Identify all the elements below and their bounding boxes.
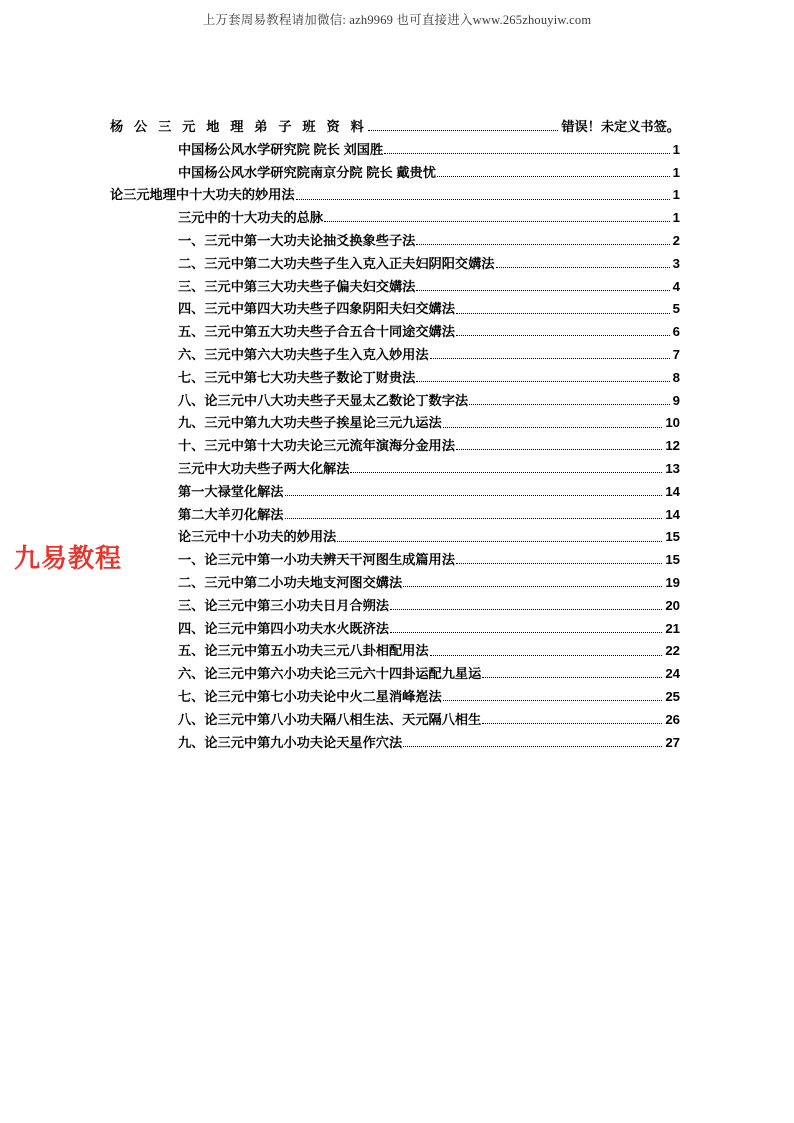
toc-entry[interactable]	[110, 188, 680, 201]
toc-leader-dots	[384, 146, 670, 154]
toc-entry-title: 九、论三元中第九小功夫论天星作穴法	[178, 734, 403, 750]
toc-entry-page-number: 19	[665, 574, 680, 590]
toc-entry-page-number: 15	[665, 552, 680, 568]
toc-leader-dots	[390, 625, 662, 633]
toc-entry[interactable]	[110, 622, 680, 635]
toc-leader-dots	[285, 488, 663, 496]
table-of-contents	[110, 120, 680, 758]
toc-leader-dots	[350, 465, 662, 473]
toc-leader-dots	[437, 169, 670, 177]
toc-entry-title: 七、论三元中第七小功夫论中火二星消峰峞法	[178, 688, 442, 704]
toc-entry-page-number: 5	[672, 301, 680, 317]
toc-entry[interactable]	[110, 576, 680, 589]
toc-entry-page-number: 1	[672, 210, 680, 226]
toc-entry-title: 第一大禄堂化解法	[178, 483, 284, 499]
toc-leader-dots	[443, 693, 663, 701]
toc-entry-title: 七、三元中第七大功夫些子数论丁财贵法	[178, 369, 416, 385]
toc-entry-title: 三、论三元中第三小功夫日月合朔法	[178, 597, 389, 613]
toc-entry[interactable]	[110, 257, 680, 270]
toc-entry[interactable]	[110, 348, 680, 361]
toc-leader-dots	[482, 670, 662, 678]
toc-entry-title: 一、三元中第一大功夫论抽爻换象些子法	[178, 232, 416, 248]
toc-entry-title: 论三元中十小功夫的妙用法	[178, 529, 337, 545]
toc-leader-dots	[482, 716, 662, 724]
toc-entry[interactable]	[110, 166, 680, 179]
toc-entry-page-number: 10	[665, 415, 680, 431]
toc-entry[interactable]	[110, 439, 680, 452]
toc-entry-title: 八、论三元中八大功夫些子天显太乙数论丁数字法	[178, 392, 469, 408]
toc-entry[interactable]	[110, 553, 680, 566]
header-banner: 上万套周易教程请加微信: azh9969 也可直接进入www.265zhouyiw.com	[202, 13, 592, 27]
toc-entry-page-number: 错误！未定义书签。	[561, 119, 680, 134]
toc-entry-title: 三元中的十大功夫的总脉	[178, 210, 324, 226]
toc-leader-dots	[456, 442, 662, 450]
toc-entry-page-number: 2	[672, 232, 680, 248]
toc-entry-page-number: 21	[665, 620, 680, 636]
toc-entry-title: 十、三元中第十大功夫论三元流年演海分金用法	[178, 438, 455, 454]
toc-entry[interactable]	[110, 690, 680, 703]
toc-entry-page-number: 26	[665, 711, 680, 727]
toc-entry-page-number: 1	[672, 187, 680, 203]
toc-entry[interactable]	[110, 394, 680, 407]
toc-leader-dots	[337, 534, 662, 542]
toc-entry-page-number: 12	[665, 438, 680, 454]
toc-leader-dots	[456, 328, 670, 336]
toc-entry[interactable]	[110, 143, 680, 156]
toc-entry-page-number: 22	[665, 643, 680, 659]
toc-entry-title: 杨 公 三 元 地 理 弟 子 班 资 料	[110, 119, 368, 134]
toc-entry[interactable]	[110, 736, 680, 749]
toc-entry-page-number: 6	[672, 324, 680, 340]
toc-entry[interactable]	[110, 530, 680, 543]
toc-entry-page-number: 3	[672, 255, 680, 271]
toc-entry[interactable]	[110, 302, 680, 315]
toc-entry-page-number: 27	[665, 734, 680, 750]
toc-entry-title: 二、三元中第二小功夫地支河图交媾法	[178, 574, 403, 590]
toc-leader-dots	[390, 602, 662, 610]
toc-entry-page-number: 7	[672, 346, 680, 362]
toc-entry-title: 第二大羊刃化解法	[178, 506, 284, 522]
toc-leader-dots	[443, 420, 663, 428]
toc-entry[interactable]	[110, 371, 680, 384]
toc-entry-title: 八、论三元中第八小功夫隔八相生法、天元隔八相生	[178, 711, 482, 727]
toc-entry-title: 五、论三元中第五小功夫三元八卦相配用法	[178, 643, 429, 659]
toc-entry[interactable]	[110, 211, 680, 224]
toc-entry-page-number: 14	[665, 483, 680, 499]
toc-entry-title: 四、三元中第四大功夫些子四象阴阳夫妇交媾法	[178, 301, 455, 317]
toc-entry-page-number: 9	[672, 392, 680, 408]
toc-entry-title: 论三元地理中十大功夫的妙用法	[110, 187, 295, 203]
toc-leader-dots	[416, 237, 669, 245]
toc-entry-page-number: 24	[665, 666, 680, 682]
toc-leader-dots	[430, 648, 663, 656]
toc-entry-page-number: 13	[665, 460, 680, 476]
toc-entry-title: 三、三元中第三大功夫些子偏夫妇交媾法	[178, 278, 416, 294]
toc-entry-title: 九、三元中第九大功夫些子挨星论三元九运法	[178, 415, 442, 431]
toc-entry-page-number: 20	[665, 597, 680, 613]
toc-entry-page-number: 8	[672, 369, 680, 385]
toc-leader-dots	[456, 556, 662, 564]
toc-entry-title: 三元中大功夫些子两大化解法	[178, 460, 350, 476]
toc-entry-title: 六、论三元中第六小功夫论三元六十四卦运配九星运	[178, 666, 482, 682]
toc-leader-dots	[456, 306, 670, 314]
toc-entry[interactable]	[110, 508, 680, 521]
toc-entry-title: 一、论三元中第一小功夫辨天干河图生成篇用法	[178, 552, 455, 568]
toc-leader-dots	[430, 351, 670, 359]
toc-entry-title: 四、论三元中第四小功夫水火既济法	[178, 620, 389, 636]
toc-leader-dots	[324, 214, 670, 222]
toc-entry[interactable]	[110, 462, 680, 475]
toc-entry[interactable]	[110, 599, 680, 612]
toc-leader-dots	[403, 739, 662, 747]
toc-entry-page-number: 25	[665, 688, 680, 704]
toc-leader-dots	[296, 192, 670, 200]
toc-entry[interactable]	[110, 280, 680, 293]
toc-entry[interactable]	[110, 120, 680, 133]
toc-entry-page-number: 1	[672, 164, 680, 180]
toc-leader-dots	[368, 123, 558, 131]
toc-entry[interactable]	[110, 644, 680, 657]
toc-entry-title: 中国杨公风水学研究院南京分院 院长 戴贵忧	[178, 164, 436, 180]
toc-entry-page-number: 4	[672, 278, 680, 294]
toc-entry[interactable]	[110, 485, 680, 498]
toc-entry-page-number: 1	[672, 141, 680, 157]
toc-entry[interactable]	[110, 234, 680, 247]
toc-entry-title: 五、三元中第五大功夫些子合五合十同途交媾法	[178, 324, 455, 340]
toc-entry[interactable]	[110, 713, 680, 726]
toc-entry[interactable]	[110, 416, 680, 429]
toc-leader-dots	[416, 283, 669, 291]
toc-entry-title: 中国杨公风水学研究院 院长 刘国胜	[178, 141, 384, 157]
toc-entry-title: 六、三元中第六大功夫些子生入克入妙用法	[178, 346, 429, 362]
toc-entry[interactable]	[110, 667, 680, 680]
toc-entry-title: 二、三元中第二大功夫些子生入克入正夫妇阴阳交媾法	[178, 255, 495, 271]
toc-entry[interactable]	[110, 325, 680, 338]
watermark-logo: 九易教程	[14, 543, 123, 573]
toc-leader-dots	[403, 579, 662, 587]
toc-entry-page-number: 15	[665, 529, 680, 545]
toc-leader-dots	[496, 260, 670, 268]
toc-entry-page-number: 14	[665, 506, 680, 522]
toc-leader-dots	[416, 374, 669, 382]
toc-leader-dots	[469, 397, 670, 405]
toc-leader-dots	[285, 511, 663, 519]
